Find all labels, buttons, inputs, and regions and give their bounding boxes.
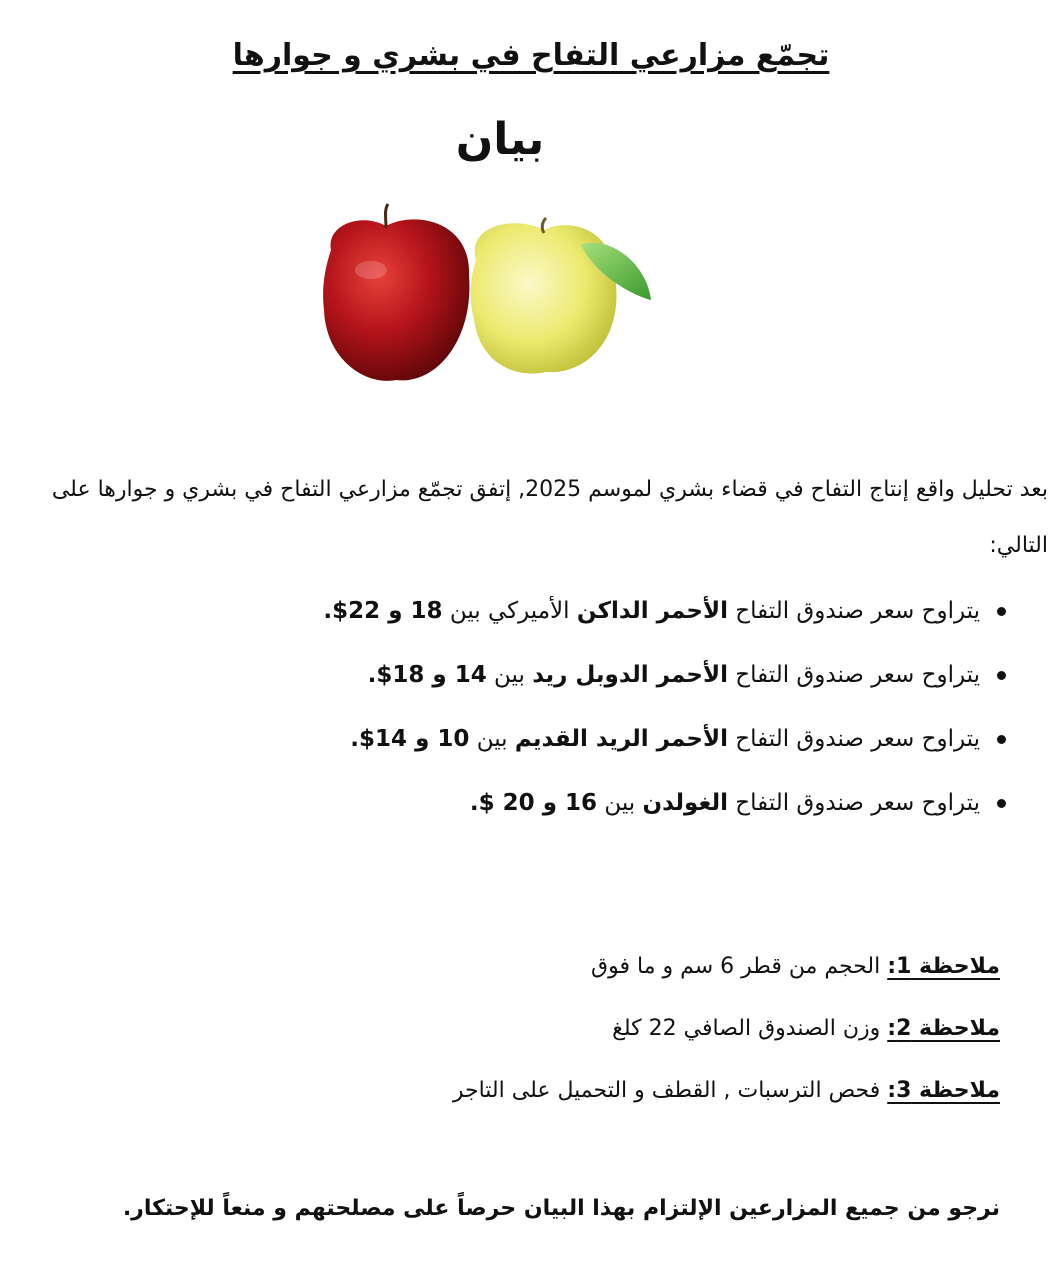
- price-range: 14 و 18$.: [367, 662, 487, 688]
- price-item-old-red: [80, 714, 980, 778]
- header-title: تجمّع مزارعي التفاح في بشري و جوارها: [232, 38, 830, 73]
- price-list: [80, 586, 1004, 842]
- note-text: وزن الصندوق الصافي 22 كلغ: [612, 1016, 881, 1041]
- price-item-double-red: [80, 650, 980, 714]
- red-apple: [323, 204, 469, 381]
- price-suffix: بين: [494, 662, 525, 688]
- note-text: فحص الترسبات , القطف و التحميل على التاجر: [452, 1078, 881, 1103]
- price-prefix: يتراوح سعر صندوق التفاح: [735, 726, 980, 752]
- price-range: 10 و 14$.: [350, 726, 470, 752]
- price-item-dark-red: [80, 586, 980, 650]
- note-label: ملاحظة 2:: [887, 1016, 1000, 1041]
- note-text: الحجم من قطر 6 سم و ما فوق: [591, 954, 881, 979]
- price-range: 16 و 20 $.: [469, 790, 598, 816]
- document-title: بيان: [455, 114, 545, 165]
- apples-image: [316, 200, 666, 390]
- note-2: [100, 1006, 1000, 1068]
- price-prefix: يتراوح سعر صندوق التفاح: [735, 790, 980, 816]
- apple-variety: الغولدن: [642, 790, 728, 816]
- note-1: [100, 944, 1000, 1006]
- price-suffix: بين: [604, 790, 636, 816]
- price-prefix: يتراوح سعر صندوق التفاح: [735, 598, 980, 624]
- apple-variety: الأحمر الداكن: [576, 598, 728, 624]
- price-suffix: بين: [476, 726, 508, 752]
- price-prefix: يتراوح سعر صندوق التفاح: [735, 662, 980, 688]
- yellow-apple: [471, 218, 651, 374]
- note-3: [100, 1068, 1000, 1130]
- notes-section: [100, 944, 1000, 1130]
- price-item-golden: [80, 778, 980, 842]
- apple-variety: الأحمر الريد القديم: [514, 726, 728, 752]
- note-label: ملاحظة 3:: [887, 1078, 1000, 1103]
- apple-variety: الأحمر الدوبل ريد: [532, 662, 728, 688]
- price-range: 18 و 22$.: [323, 598, 443, 624]
- price-suffix: الأميركي بين: [449, 598, 570, 624]
- note-label: ملاحظة 1:: [887, 954, 1000, 979]
- intro-paragraph: بعد تحليل واقع إنتاج التفاح في قضاء بشري لموسم 2025, إتفق تجمّع مزارعي التفاح في بشري و جوارها على التالي:: [51, 477, 1048, 558]
- closing-statement: نرجو من جميع المزارعين الإلتزام بهذا البيان حرصاً على مصلحتهم و منعاً للإحتكار.: [122, 1196, 1000, 1221]
